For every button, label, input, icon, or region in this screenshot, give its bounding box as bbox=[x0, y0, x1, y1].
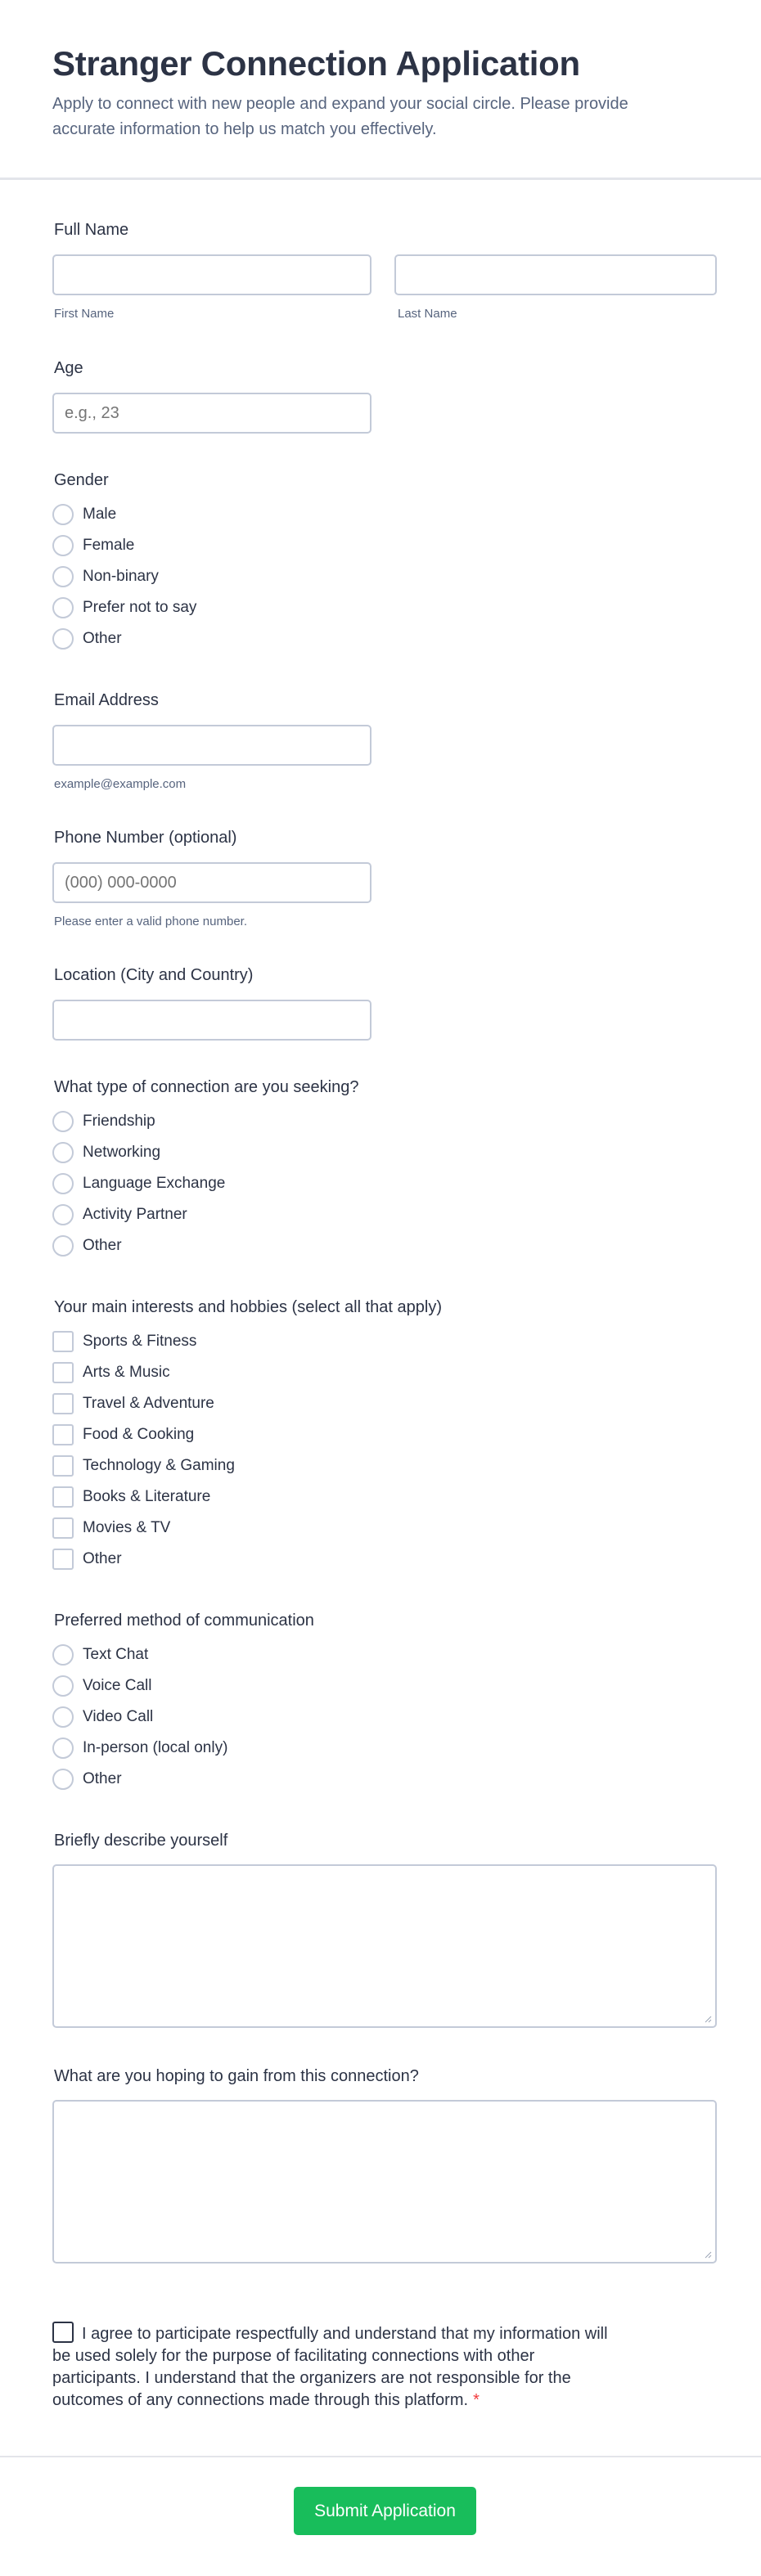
phone-sublabel: Please enter a valid phone number. bbox=[54, 915, 247, 928]
describe-textarea[interactable] bbox=[52, 1864, 717, 2028]
location-label: Location (City and Country) bbox=[54, 966, 254, 984]
checkbox[interactable] bbox=[52, 1549, 74, 1570]
radio-button[interactable] bbox=[52, 1644, 74, 1666]
full-name-label: Full Name bbox=[54, 221, 129, 239]
option-label: Other bbox=[83, 1550, 122, 1567]
first-name-sublabel: First Name bbox=[54, 307, 115, 321]
checkbox[interactable] bbox=[52, 1362, 74, 1383]
phone-label: Phone Number (optional) bbox=[54, 829, 237, 847]
interest-option[interactable] bbox=[52, 1517, 170, 1540]
email-sublabel: example@example.com bbox=[54, 777, 187, 791]
resize-handle-icon[interactable] bbox=[704, 2250, 712, 2259]
interest-option[interactable] bbox=[52, 1548, 122, 1571]
interest-option[interactable] bbox=[52, 1486, 210, 1508]
radio-button[interactable] bbox=[52, 1769, 74, 1790]
page-title: Stranger Connection Application bbox=[52, 44, 580, 83]
location-input[interactable] bbox=[52, 1000, 371, 1041]
submit-button[interactable]: Submit Application bbox=[294, 2487, 476, 2535]
gender-option[interactable] bbox=[52, 596, 196, 619]
gender-label: Gender bbox=[54, 471, 109, 489]
interest-option[interactable] bbox=[52, 1454, 235, 1477]
option-label: Travel & Adventure bbox=[83, 1395, 214, 1412]
email-input[interactable] bbox=[52, 725, 371, 766]
communication-option[interactable] bbox=[52, 1737, 227, 1760]
option-label: Non-binary bbox=[83, 568, 159, 585]
hoping-textarea[interactable] bbox=[52, 2100, 717, 2264]
radio-button[interactable] bbox=[52, 628, 74, 650]
hoping-label: What are you hoping to gain from this connection? bbox=[54, 2067, 419, 2085]
connection-option[interactable] bbox=[52, 1172, 225, 1195]
connection-option[interactable] bbox=[52, 1141, 160, 1164]
interest-option[interactable] bbox=[52, 1330, 196, 1353]
communication-option[interactable] bbox=[52, 1675, 152, 1697]
gender-option[interactable] bbox=[52, 503, 116, 526]
option-label: Prefer not to say bbox=[83, 599, 197, 616]
first-name-input[interactable] bbox=[52, 254, 371, 295]
option-label: Text Chat bbox=[83, 1646, 149, 1663]
option-label: Sports & Fitness bbox=[83, 1333, 197, 1350]
agreement bbox=[52, 2322, 625, 2412]
checkbox[interactable] bbox=[52, 1517, 74, 1539]
connection-type-label: What type of connection are you seeking? bbox=[54, 1078, 359, 1096]
option-label: Female bbox=[83, 537, 135, 554]
option-label: Other bbox=[83, 630, 122, 647]
form-header bbox=[0, 0, 761, 180]
option-label: Technology & Gaming bbox=[83, 1457, 235, 1474]
option-label: Other bbox=[83, 1237, 122, 1254]
resize-handle-icon[interactable] bbox=[704, 2015, 712, 2023]
radio-button[interactable] bbox=[52, 1142, 74, 1163]
option-label: Movies & TV bbox=[83, 1519, 171, 1536]
communication-option[interactable] bbox=[52, 1768, 122, 1791]
option-label: Books & Literature bbox=[83, 1488, 211, 1505]
option-label: Other bbox=[83, 1770, 122, 1787]
communication-option[interactable] bbox=[52, 1643, 148, 1666]
option-label: Male bbox=[83, 506, 117, 523]
option-label: Language Exchange bbox=[83, 1175, 226, 1192]
describe-label: Briefly describe yourself bbox=[54, 1832, 228, 1850]
interest-option[interactable] bbox=[52, 1392, 214, 1415]
checkbox[interactable] bbox=[52, 1393, 74, 1414]
option-label: Friendship bbox=[83, 1113, 155, 1130]
radio-button[interactable] bbox=[52, 1235, 74, 1257]
last-name-input[interactable] bbox=[394, 254, 717, 295]
radio-button[interactable] bbox=[52, 535, 74, 556]
gender-option[interactable] bbox=[52, 565, 159, 588]
radio-button[interactable] bbox=[52, 1204, 74, 1225]
option-label: Activity Partner bbox=[83, 1206, 187, 1223]
interest-option[interactable] bbox=[52, 1423, 194, 1446]
connection-option[interactable] bbox=[52, 1203, 187, 1226]
checkbox[interactable] bbox=[52, 1424, 74, 1445]
age-input[interactable] bbox=[52, 393, 371, 434]
communication-label: Preferred method of communication bbox=[54, 1612, 314, 1630]
required-mark: * bbox=[473, 2391, 480, 2409]
age-label: Age bbox=[54, 359, 83, 377]
page-subtitle: Apply to connect with new people and expand your social circle. Please provide accurate information to help us match you effectively. bbox=[52, 95, 628, 138]
option-label: Video Call bbox=[83, 1708, 154, 1725]
checkbox[interactable] bbox=[52, 1486, 74, 1508]
interest-option[interactable] bbox=[52, 1361, 170, 1384]
gender-option[interactable] bbox=[52, 534, 134, 557]
connection-option[interactable] bbox=[52, 1110, 155, 1133]
communication-option[interactable] bbox=[52, 1706, 153, 1729]
radio-button[interactable] bbox=[52, 597, 74, 618]
radio-button[interactable] bbox=[52, 1706, 74, 1728]
email-label: Email Address bbox=[54, 691, 159, 709]
option-label: Arts & Music bbox=[83, 1364, 170, 1381]
option-label: In-person (local only) bbox=[83, 1739, 228, 1756]
radio-button[interactable] bbox=[52, 1738, 74, 1759]
radio-button[interactable] bbox=[52, 1111, 74, 1132]
agreement-checkbox[interactable] bbox=[52, 2322, 74, 2343]
radio-button[interactable] bbox=[52, 1675, 74, 1697]
option-label: Voice Call bbox=[83, 1677, 152, 1694]
last-name-sublabel: Last Name bbox=[398, 307, 457, 321]
radio-button[interactable] bbox=[52, 1173, 74, 1194]
interests-label: Your main interests and hobbies (select all that apply) bbox=[54, 1298, 442, 1316]
option-label: Networking bbox=[83, 1144, 161, 1161]
option-label: Food & Cooking bbox=[83, 1426, 195, 1443]
agreement-text: I agree to participate respectfully and understand that my information will be used solely for the purpose of facilitating connections with other participants. I understand that the organizers are not responsible for the outcomes of any connections made through this platform. bbox=[52, 2325, 608, 2409]
checkbox[interactable] bbox=[52, 1455, 74, 1477]
connection-option[interactable] bbox=[52, 1234, 122, 1257]
phone-input[interactable] bbox=[52, 862, 371, 903]
radio-button[interactable] bbox=[52, 566, 74, 587]
checkbox[interactable] bbox=[52, 1331, 74, 1352]
radio-button[interactable] bbox=[52, 504, 74, 525]
gender-option[interactable] bbox=[52, 627, 122, 650]
